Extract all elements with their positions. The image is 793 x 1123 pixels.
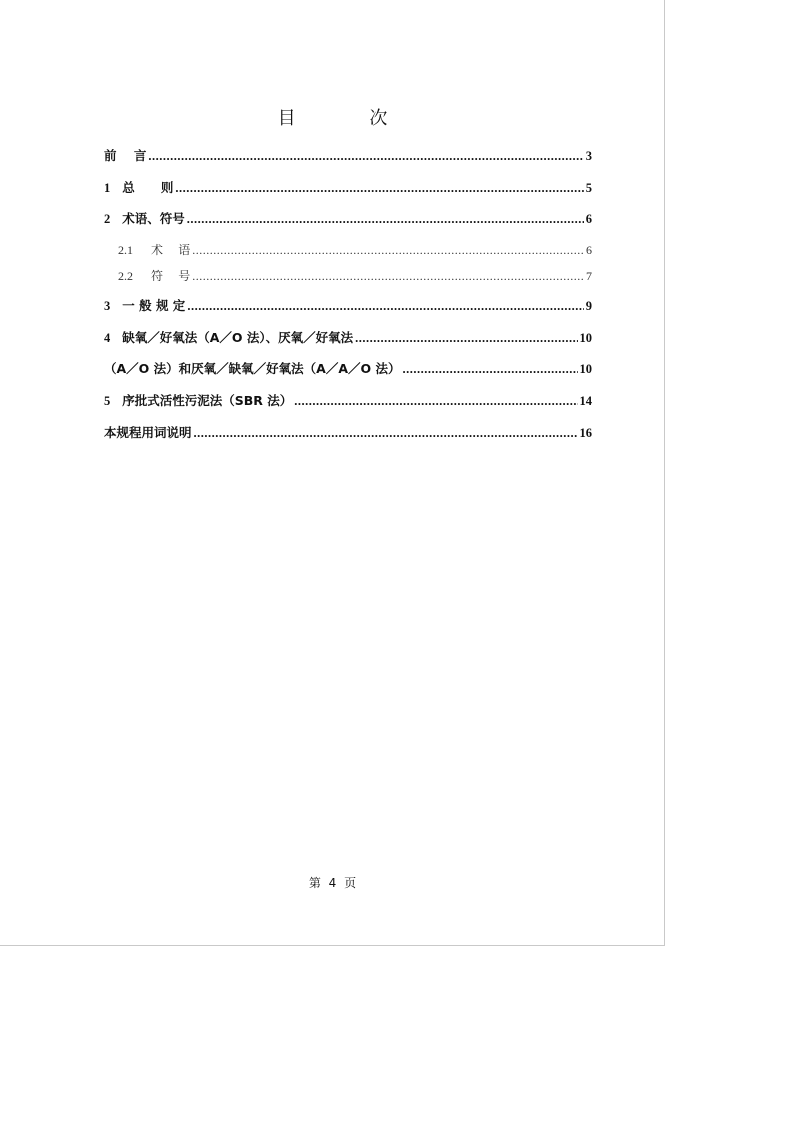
toc-entry-number: 2.1 xyxy=(118,243,133,257)
toc-entry-page: 10 xyxy=(579,331,592,345)
toc-entry[interactable] xyxy=(104,178,592,198)
toc-entry-number: 2 xyxy=(104,212,111,226)
toc-entry-page: 9 xyxy=(585,299,592,313)
toc-entry-title: 术语、符号 xyxy=(122,211,185,226)
toc-dot-leader xyxy=(187,296,583,316)
toc-entry-page: 3 xyxy=(585,149,592,163)
toc-dot-leader xyxy=(148,146,583,166)
toc-entry[interactable] xyxy=(104,209,592,229)
toc-entry-number: 3 xyxy=(104,299,111,313)
toc-entry-title: 总 则 xyxy=(122,180,174,195)
toc-entry-title: （A／O 法）和厌氧／缺氧／好氧法（A／A／O 法） xyxy=(104,361,401,376)
toc-entry-title: 本规程用词说明 xyxy=(104,425,192,440)
toc-entry-page: 5 xyxy=(585,181,592,195)
toc-dot-leader xyxy=(187,209,584,229)
toc-entry-number: 4 xyxy=(104,331,111,345)
toc-dot-leader xyxy=(355,328,577,348)
toc-entry-number: 5 xyxy=(104,394,111,408)
toc-entry[interactable] xyxy=(104,359,592,379)
toc-dot-leader xyxy=(402,359,577,379)
toc-dot-leader xyxy=(192,240,584,260)
toc-entry-page: 14 xyxy=(579,394,592,408)
toc-dot-leader xyxy=(175,178,583,198)
toc-entry-page: 7 xyxy=(586,269,592,283)
toc-entry-title: 一 般 规 定 xyxy=(122,298,186,313)
toc-entry-number: 2.2 xyxy=(118,269,133,283)
toc-entry-title: 术 语 xyxy=(151,243,191,257)
toc-subentry[interactable] xyxy=(118,266,592,286)
toc-dot-leader xyxy=(192,266,584,286)
toc-entry-page: 6 xyxy=(585,212,592,226)
toc-entry-page: 16 xyxy=(579,426,592,440)
toc-entry-title: 序批式活性污泥法（SBR 法） xyxy=(122,393,293,408)
toc-entry-title: 缺氧／好氧法（A／O 法）、厌氧／好氧法 xyxy=(122,330,354,345)
toc-dot-leader xyxy=(194,423,578,443)
toc-entry-page: 10 xyxy=(579,362,592,376)
toc-entry[interactable] xyxy=(104,423,592,443)
toc-entry[interactable] xyxy=(104,328,592,348)
toc-entry-page: 6 xyxy=(586,243,592,257)
toc-entry[interactable] xyxy=(104,146,592,166)
toc-entry[interactable] xyxy=(104,391,592,411)
toc-title: 目 次 xyxy=(277,108,422,129)
toc-subentry[interactable] xyxy=(118,240,592,260)
toc-entry-number: 1 xyxy=(104,181,111,195)
toc-entry-title: 符 号 xyxy=(151,269,191,283)
toc-entry[interactable] xyxy=(104,296,592,316)
toc-dot-leader xyxy=(294,391,577,411)
page-footer: 第 4 页 xyxy=(308,876,357,890)
toc-entry-title: 前 言 xyxy=(104,148,147,163)
